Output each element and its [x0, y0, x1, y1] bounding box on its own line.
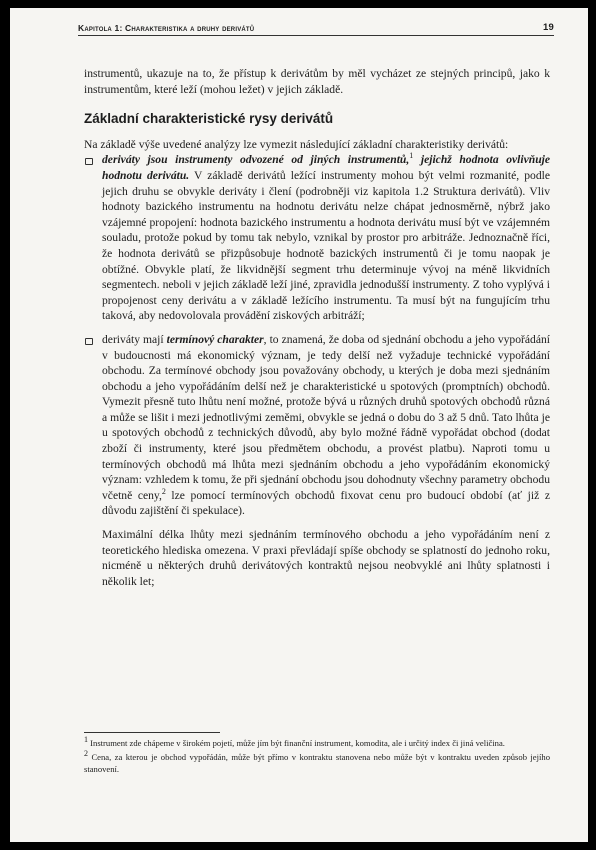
bullet-body-end: lze pomocí termínových obchodů fixovat cenu pro budoucí období (ať již z důvodu zajištění či spekulace). — [102, 488, 550, 518]
bullet-lead: deriváty mají — [102, 332, 164, 346]
bullet-body: , to znamená, že doba od sjednání obchodu a jeho vypořádání v budoucnosti má ekonomický význam, je tedy delší než vyžaduje technické vypořádání obchodu. Za termínové obchody jsou považovány obchody, u kterých je doba mezi sjednáním obchodu a jeho vypořádáním delší než je charakteristické u spotových (promptních) obchodů. Vymezit přesně tuto lhůtu není možné, protože bývá u různých druhů spotových obchodů různá a může se lišit i mezi jednotlivými zeměmi, obvykle se jedná o dobu do 3 až 5 dnů. Tato lhůta je u spotových obchodů z technických důvodů, aby bylo možné řádně vypořádat obchod (dodat zboží či instrumenty, které jsou předmětem obchodu, a provést platbu). Naproti tomu u termínových obchodů má lhůta mezi sjednáním obchodu a jeho vypořádáním ekonomický význam: vzhledem k tomu, že při sjednání obchodu jsou dohodnuty všechny parametry obchodu včetně ceny, — [102, 332, 550, 502]
page-number: 19 — [543, 22, 554, 33]
intro-paragraph: instrumentů, ukazuje na to, že přístup k derivátům by měl vycházet ze stejných principů, jako k instrumentům, které leží (mohou ležet) v jejich základě. — [84, 67, 550, 96]
footnote-number: 2 — [84, 749, 88, 759]
bullet-emphasis: termínový charakter — [166, 332, 264, 346]
footnote-text: Cena, za kterou je obchod vypořádán, může být přímo v kontraktu stanovena nebo může být v kontraktu uveden způsob jejího stanovení. — [84, 752, 550, 774]
bullet-item-2 — [84, 332, 550, 519]
footnotes — [84, 735, 550, 778]
bullet-item-1 — [84, 152, 550, 324]
bullet-box-icon — [85, 158, 93, 165]
bullet-text-1 — [102, 152, 550, 324]
page-body — [84, 66, 550, 589]
footnote-number: 1 — [84, 735, 88, 745]
bullet-box-icon — [85, 338, 93, 345]
continuation-paragraph: Maximální délka lhůty mezi sjednáním termínového obchodu a jeho vypořádáním není z teoretického hlediska omezena. V praxi převládají spíše obchody se splatností do jednoho roku, nicméně u některých druhů derivátových kontraktů nejsou neobvyklé ani lhůty splatnosti i několik let; — [102, 528, 550, 588]
footnote-1 — [84, 735, 550, 749]
footnote-separator — [84, 732, 220, 733]
bullet-body: V základě derivátů ležící instrumenty mohou být velmi rozmanité, podle jejich druhu se obvykle deriváty i člení (podrobněji viz kapitola 1.2 Struktura derivátů). Vliv hodnoty bazického instrumentu na hodnotu derivátu nelze chápat jednosměrně, nýbrž jako vzájemné propojení: hodnota bazického instrumentu a hodnota derivátu musí být ve vzájemném souladu, protože pokud by tomu tak nebylo, vznikal by prostor pro arbitráže. Jednoznačně říci, že hodnota derivátů se přizpůsobuje hodnotě bazických instrumentů či je tomu naopak je obtížné. Obvykle platí, že likvidnější segment trhu determinuje vývoj na méně likvidních segmentech. neboli v jejich základě leží jiné, zpravidla jednodušší instrumenty. Z toho vyplývá i propojenost ceny derivátu a v základě ležícího instrumentu. Ta musí být na fungujícím trhu taková, aby nedovolovala provádění ziskových arbitráží; — [102, 168, 550, 323]
bullet-text-2 — [102, 332, 550, 519]
footnote-ref: 2 — [161, 486, 166, 496]
running-header — [78, 22, 554, 36]
section-lead: Na základě výše uvedené analýzy lze vymezit následující základní charakteristiky derivátů: — [84, 137, 509, 151]
footnote-ref: 1 — [409, 151, 414, 161]
section-heading: Základní charakteristické rysy derivátů — [84, 111, 334, 127]
bullet-emphasis: deriváty jsou instrumenty odvozené od jiných instrumentů, — [102, 153, 410, 167]
bullet-emphasis: jejichž hodnota ovlivňuje hodnotu derivátu. — [102, 153, 551, 182]
footnote-2 — [84, 749, 550, 775]
chapter-title: Kapitola 1: Charakteristika a druhy derivátů — [78, 23, 255, 33]
footnote-text: Instrument zde chápeme v širokém pojetí, může jím být finanční instrument, komodita, ale i určitý index či jiná veličina. — [90, 738, 505, 748]
book-page — [10, 8, 588, 842]
